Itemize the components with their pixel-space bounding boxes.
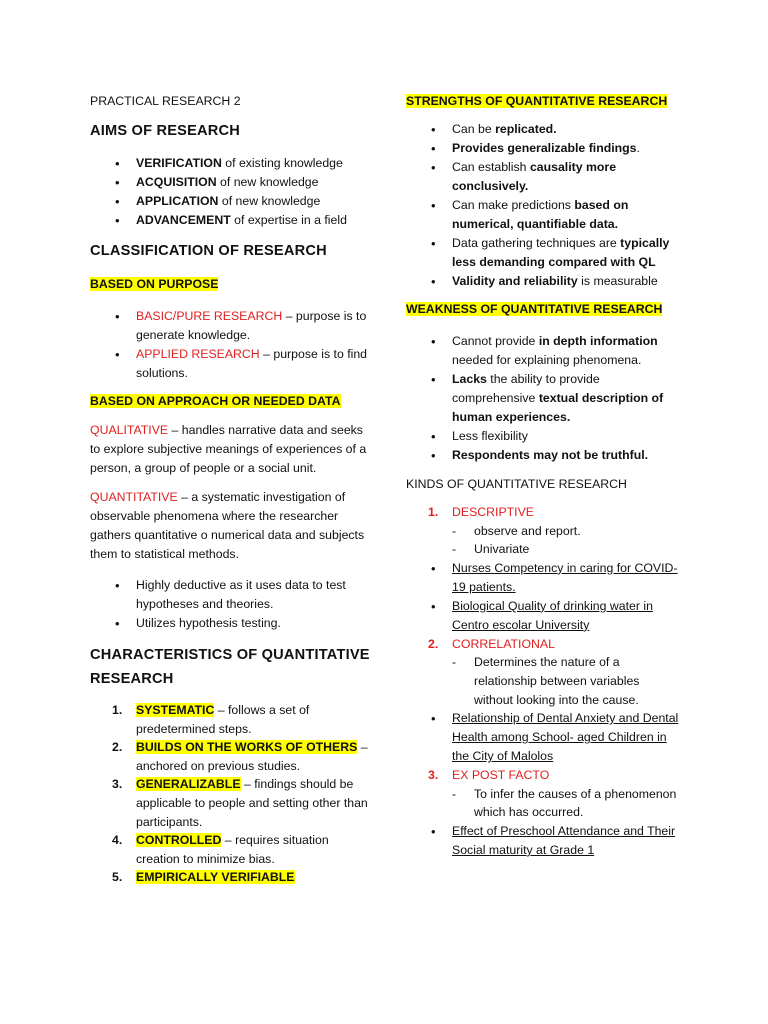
bullet-icon: • [431,598,436,614]
strengths-label [406,92,681,110]
numbered-item [406,503,681,522]
item-number: 4. [112,833,123,848]
list-item [90,154,370,173]
item-number: 5. [112,870,123,885]
kind-name: EX POST FACTO [452,768,550,783]
item-text: – anchored on previous studies. [136,740,368,773]
purpose-label [90,275,370,293]
kind-heading-list [406,635,681,654]
item-bold: ACQUISITION [136,175,217,189]
kind-example-list [406,559,681,635]
item-term: CONTROLLED [136,833,222,848]
item-text: Utilizes hypothesis testing. [136,616,281,630]
item-text: is measurable [577,274,658,288]
item-text: Can make predictions [452,198,575,212]
list-item [90,576,370,614]
dash-icon: - [452,523,457,538]
numbered-item [90,701,370,738]
item-bold: replicated. [495,122,557,136]
list-item [406,234,681,272]
item-bold: ADVANCEMENT [136,213,231,227]
bullet-icon: • [431,429,436,444]
bullet-icon: • [431,560,436,576]
characteristics-list [90,701,370,887]
item-text: – purpose is to generate knowledge. [136,309,367,342]
item-bold: causality more conclusively. [452,160,617,193]
item-text: of new knowledge [218,194,321,208]
bullet-icon: • [431,448,436,463]
item-term: GENERALIZABLE [136,777,241,792]
bullet-icon: • [431,274,436,289]
bullet-icon: • [431,198,436,213]
item-text: Can establish [452,160,530,174]
item-text: Cannot provide [452,334,539,348]
item-bold: textual description of human experiences. [452,391,664,424]
item-bold: Lacks [452,372,487,386]
item-text: – purpose is to find solutions. [136,347,368,380]
aims-heading: AIMS OF RESEARCH [90,123,240,139]
list-item [406,139,681,158]
item-text: observe and report. [474,523,581,538]
bullet-icon: • [431,122,436,137]
strengths-list [406,120,681,291]
list-item [406,709,681,766]
quantitative-definition [90,488,370,564]
item-text: Highly deductive as it uses data to test hypotheses and theories. [136,578,346,611]
list-item [406,272,681,291]
item-text: needed for explaining phenomena. [452,353,642,367]
list-item [90,614,370,633]
weakness-label [406,300,681,318]
item-number: 3. [428,768,439,783]
bullet-icon: • [431,160,436,175]
weakness-list [406,332,681,465]
kind-dash-list [406,785,681,822]
numbered-item [90,868,370,887]
strengths-label-text: STRENGTHS OF QUANTITATIVE RESEARCH [406,94,668,108]
item-bold: Validity and reliability [452,274,578,288]
bullet-icon: • [115,156,120,171]
item-number: 2. [428,636,439,651]
item-text: of new knowledge [216,175,319,189]
bullet-icon: • [431,711,436,727]
dash-item [406,653,681,709]
dash-icon: - [452,786,457,801]
list-item [90,173,370,192]
list-item [406,597,681,635]
list-item [406,559,681,597]
item-bold: Provides generalizable findings [452,141,637,155]
characteristics-heading: CHARACTERISTICS OF QUANTITATIVE RESEARCH [90,647,370,687]
quantitative-bullets [90,576,370,633]
quantitative-text: – a systematic investigation of observable phenomena where the researcher gathers quantitative o numerical data and subjects them to statistical methods. [90,490,365,561]
aims-list [90,154,370,230]
bullet-icon: • [115,347,120,362]
item-number: 1. [428,505,439,519]
item-text: – requires situation creation to minimize bias. [136,833,329,866]
item-text: of existing knowledge [221,156,343,170]
list-item [90,192,370,211]
item-bold: based on numerical, quantifiable data. [452,198,629,231]
item-term: APPLIED RESEARCH [136,347,260,361]
approach-label [90,392,370,410]
purpose-label-text: BASED ON PURPOSE [90,277,219,291]
kind-dash-list [406,653,681,709]
kinds-heading: KINDS OF QUANTITATIVE RESEARCH [406,477,627,491]
bullet-icon: • [115,175,120,190]
item-term: EMPIRICALLY VERIFIABLE [136,870,295,885]
item-term: BASIC/PURE RESEARCH [136,309,283,323]
list-item [406,332,681,370]
left-column [90,92,370,895]
item-text: Data gathering techniques are [452,236,621,250]
bullet-icon: • [431,823,436,839]
item-text: Can be [452,122,496,136]
kind-example-list [406,822,681,860]
list-item [406,427,681,446]
dash-item [406,540,681,559]
kind-heading-list [406,766,681,785]
dash-icon: - [452,655,457,670]
bullet-icon: • [115,309,120,324]
item-number: 3. [112,777,123,792]
item-text: of expertise in a field [230,213,347,227]
numbered-item [90,831,370,868]
dash-icon: - [452,542,457,557]
right-column [406,92,681,860]
bullet-icon: • [115,194,120,209]
approach-label-text: BASED ON APPROACH OR NEEDED DATA [90,394,341,408]
list-item [406,196,681,234]
list-item [90,345,370,383]
item-text: To infer the causes of a phenomenon which has occurred. [474,786,677,820]
item-term: SYSTEMATIC [136,703,215,717]
kind-example-list [406,709,681,766]
kind-heading-list [406,503,681,522]
numbered-item [406,766,681,785]
bullet-icon: • [115,578,120,593]
list-item [406,822,681,860]
list-item [406,446,681,465]
qualitative-definition [90,421,370,478]
item-text: Less flexibility [452,429,528,443]
example-text: Relationship of Dental Anxiety and Dental Health among School- aged Children in the City of Malolos [452,711,679,764]
qualitative-term: QUALITATIVE [90,423,169,437]
item-bold: VERIFICATION [136,156,222,170]
item-text: . [636,141,640,155]
quantitative-term: QUANTITATIVE [90,490,178,504]
bullet-icon: • [431,334,436,349]
qualitative-text: – handles narrative data and seeks to explore subjective meanings of experiences of a person, a group of people or a social unit. [90,423,367,475]
list-item [90,307,370,345]
kind-dash-list [406,522,681,559]
bullet-icon: • [431,141,436,156]
bullet-icon: • [431,372,436,387]
item-text: – follows a set of predetermined steps. [136,703,310,736]
kinds-list [406,503,681,860]
list-item [90,211,370,230]
numbered-item [90,775,370,831]
list-item [406,370,681,427]
kind-name: DESCRIPTIVE [452,505,534,519]
document-title: PRACTICAL RESEARCH 2 [90,94,241,108]
item-bold: APPLICATION [136,194,219,208]
item-bold: typically less demanding compared with QL [452,236,670,269]
example-text: Effect of Preschool Attendance and Their Social maturity at Grade 1 [452,823,676,857]
item-bold: in depth information [538,334,658,348]
item-text: Univariate [474,542,530,557]
weakness-label-text: WEAKNESS OF QUANTITATIVE RESEARCH [406,302,663,316]
kind-name: CORRELATIONAL [452,636,555,651]
item-term: BUILDS ON THE WORKS OF OTHERS [136,740,358,755]
item-number: 1. [112,703,123,717]
bullet-icon: • [115,213,120,228]
item-text: Determines the nature of a relationship between variables without looking into the cause. [474,655,640,707]
example-text: Nurses Competency in caring for COVID-19 patients. [452,560,678,594]
numbered-item [406,635,681,654]
classification-heading: CLASSIFICATION OF RESEARCH [90,243,327,259]
item-bold: Respondents may not be truthful. [452,448,649,462]
bullet-icon: • [431,236,436,251]
numbered-item [90,738,370,775]
item-text: the ability to provide comprehensive [452,372,600,405]
example-text: Biological Quality of drinking water in Centro escolar University [452,598,653,632]
list-item [406,120,681,139]
item-number: 2. [112,740,123,755]
bullet-icon: • [115,616,120,631]
item-text: – findings should be applicable to people and setting other than participants. [136,777,368,829]
dash-item [406,522,681,541]
dash-item [406,785,681,822]
list-item [406,158,681,196]
purpose-list [90,307,370,383]
